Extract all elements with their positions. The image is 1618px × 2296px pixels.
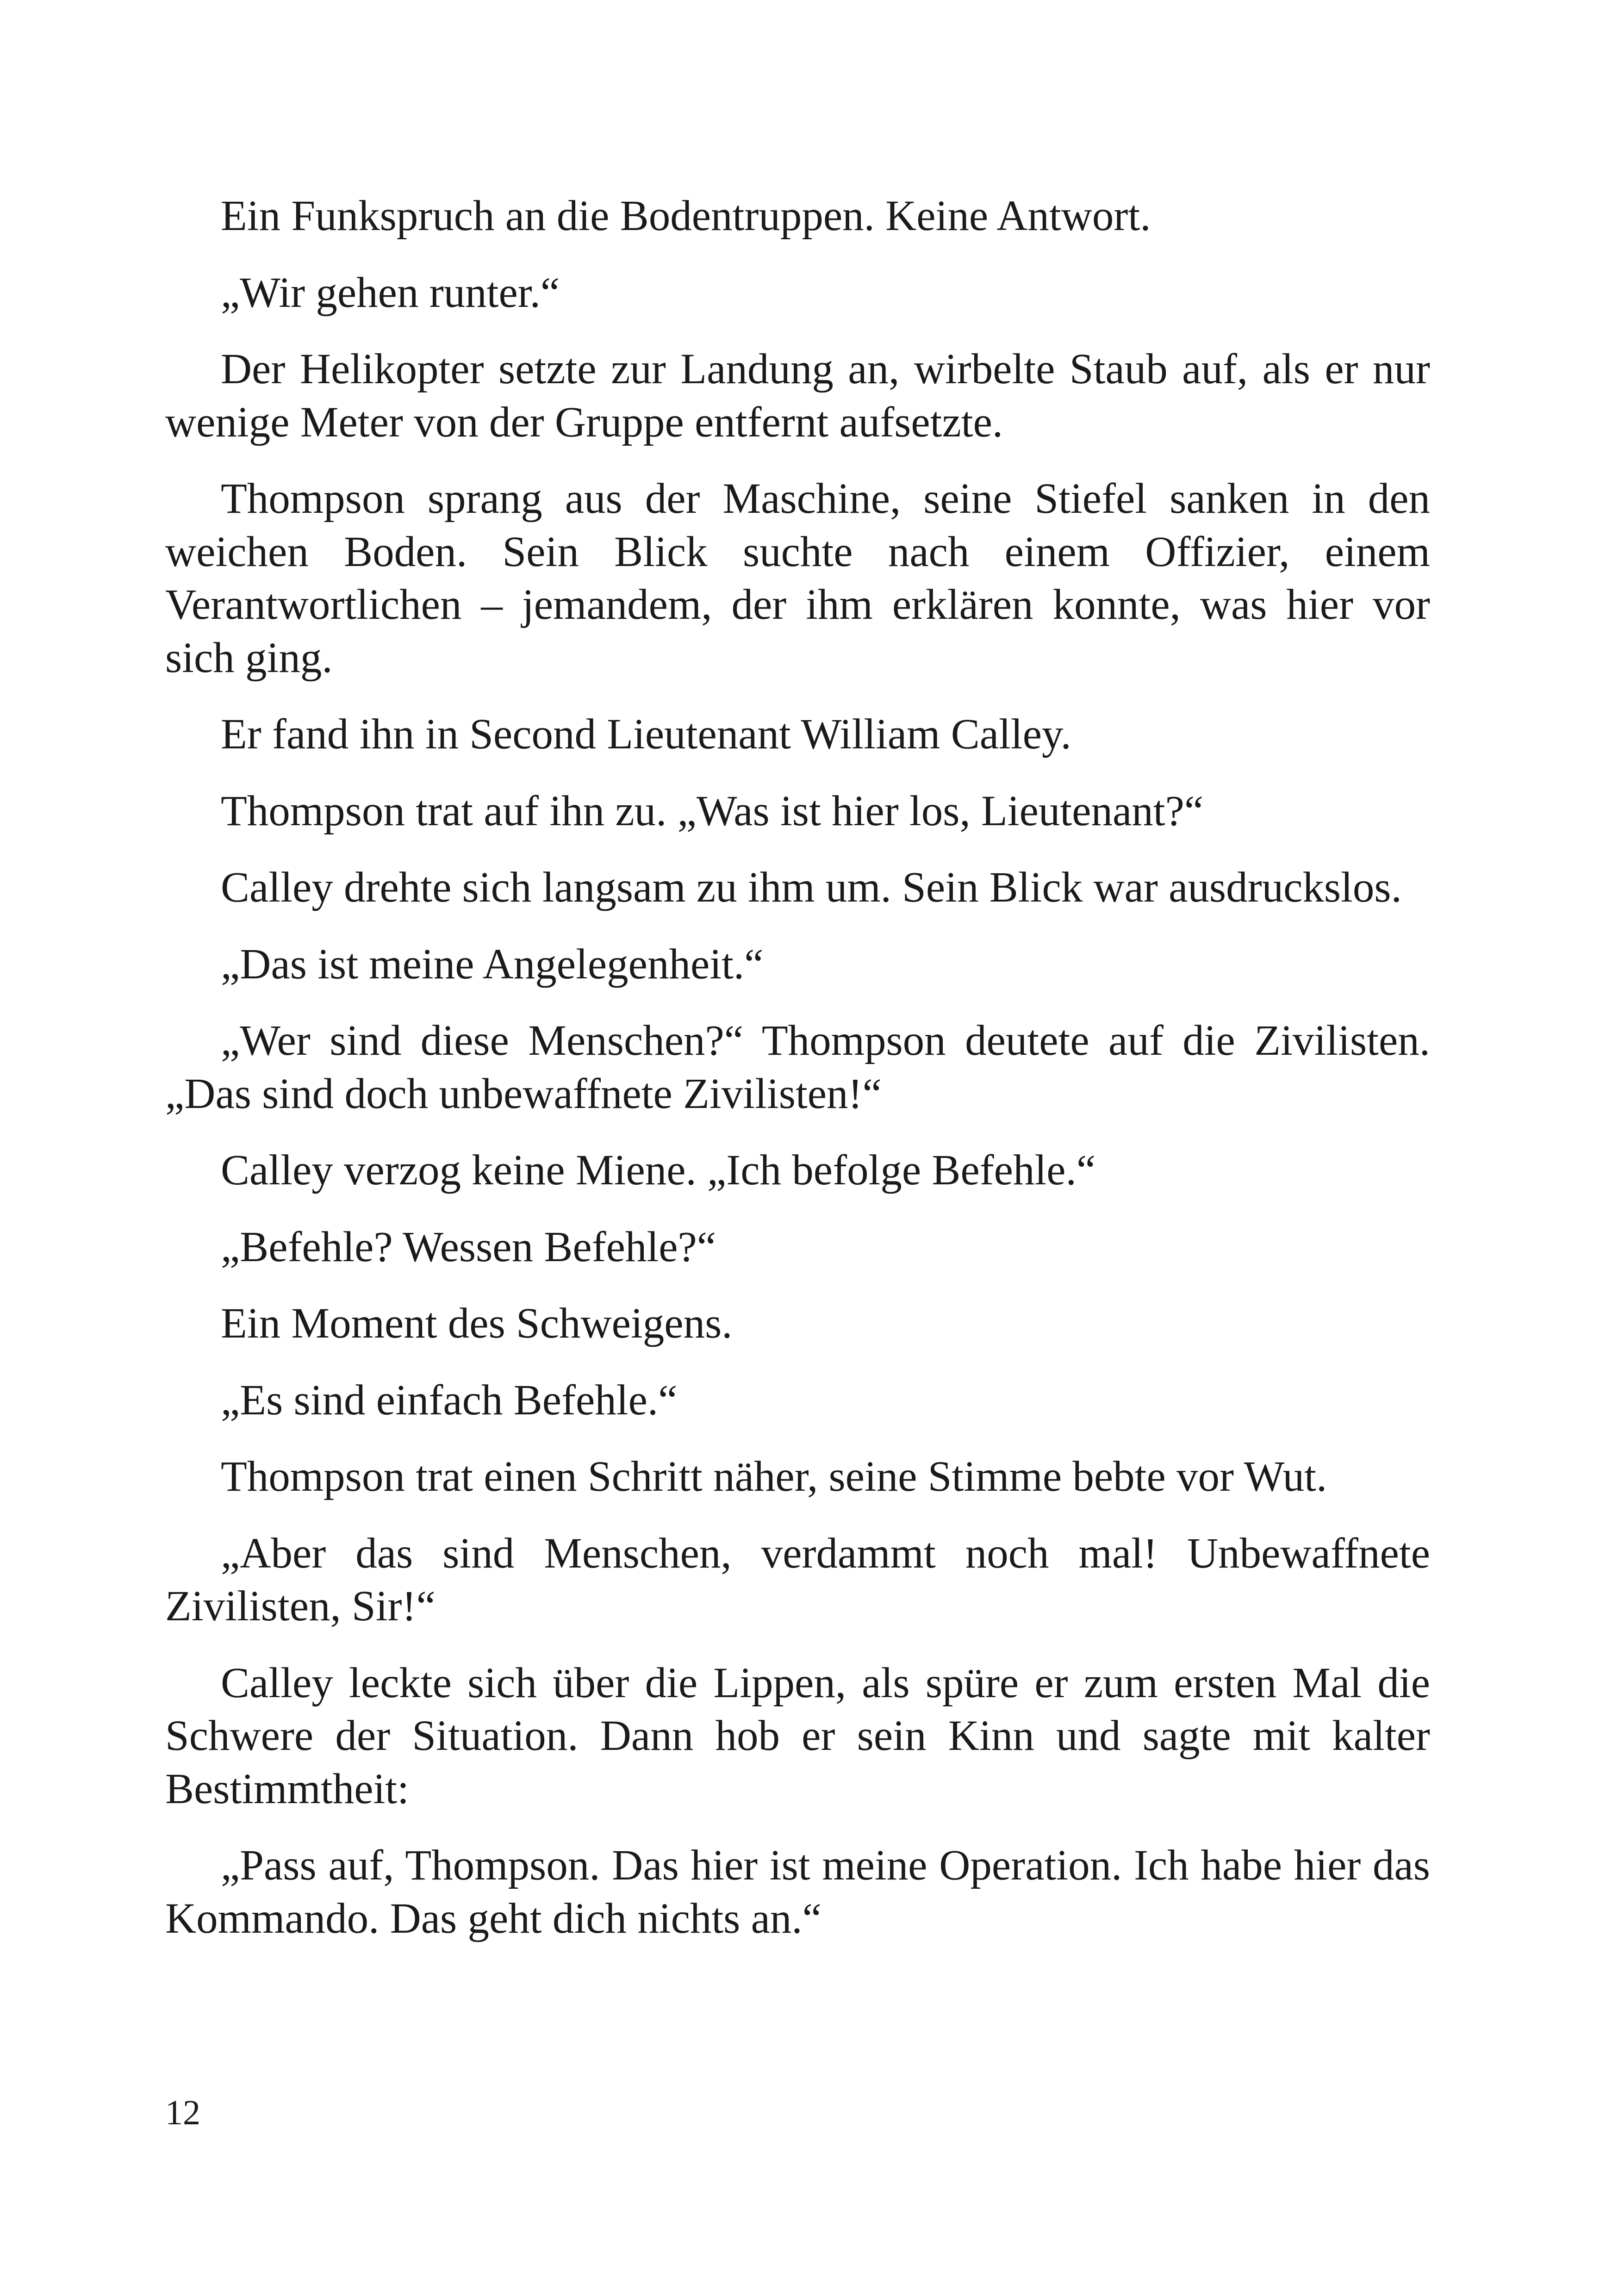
paragraph: Ein Moment des Schweigens.: [221, 1300, 733, 1347]
paragraph: Der Helikopter setzte zur Landung an, wirbelte Staub auf, als er nur wenige Meter von der Gruppe entfernt aufsetzte.: [165, 345, 1430, 446]
paragraph: Er fand ihn in Second Lieutenant William Calley.: [221, 710, 1071, 758]
paragraph: Thompson trat auf ihn zu. „Was ist hier los, Lieutenant?“: [221, 787, 1204, 835]
page-number: 12: [165, 2093, 200, 2132]
paragraph: Calley verzog keine Miene. „Ich befolge Befehle.“: [221, 1146, 1096, 1194]
paragraph: Thompson sprang aus der Maschine, seine Stiefel sanken in den weichen Boden. Sein Blick suchte nach einem Offizier, einem Verantwortlichen – jemandem, der ihm erklären konnte, was hier vor sich ging.: [165, 475, 1430, 682]
paragraph: Ein Funkspruch an die Bodentruppen. Keine Antwort.: [221, 192, 1151, 240]
paragraph: „Befehle? Wessen Befehle?“: [221, 1223, 716, 1271]
paragraph: „Pass auf, Thompson. Das hier ist meine Operation. Ich habe hier das Kommando. Das geht dich nichts an.“: [165, 1842, 1430, 1942]
paragraph: „Wir gehen runter.“: [221, 268, 560, 317]
paragraph: „Es sind einfach Befehle.“: [221, 1376, 678, 1424]
body-text: [165, 190, 1430, 1969]
paragraph: Thompson trat einen Schritt näher, seine Stimme bebte vor Wut.: [221, 1453, 1327, 1500]
paragraph: Calley leckte sich über die Lippen, als spüre er zum ersten Mal die Schwere der Situation. Dann hob er sein Kinn und sagte mit kalter Bestimmtheit:: [165, 1659, 1430, 1813]
paragraph: Calley drehte sich langsam zu ihm um. Sein Blick war ausdruckslos.: [221, 864, 1402, 911]
paragraph: „Das ist meine Angelegenheit.“: [221, 940, 764, 988]
paragraph: „Aber das sind Menschen, verdammt noch mal! Unbewaffnete Zivilisten, Sir!“: [165, 1529, 1430, 1630]
paragraph: „Wer sind diese Menschen?“ Thompson deutete auf die Zivilisten. „Das sind doch unbewaffnete Zivilisten!“: [165, 1017, 1430, 1118]
